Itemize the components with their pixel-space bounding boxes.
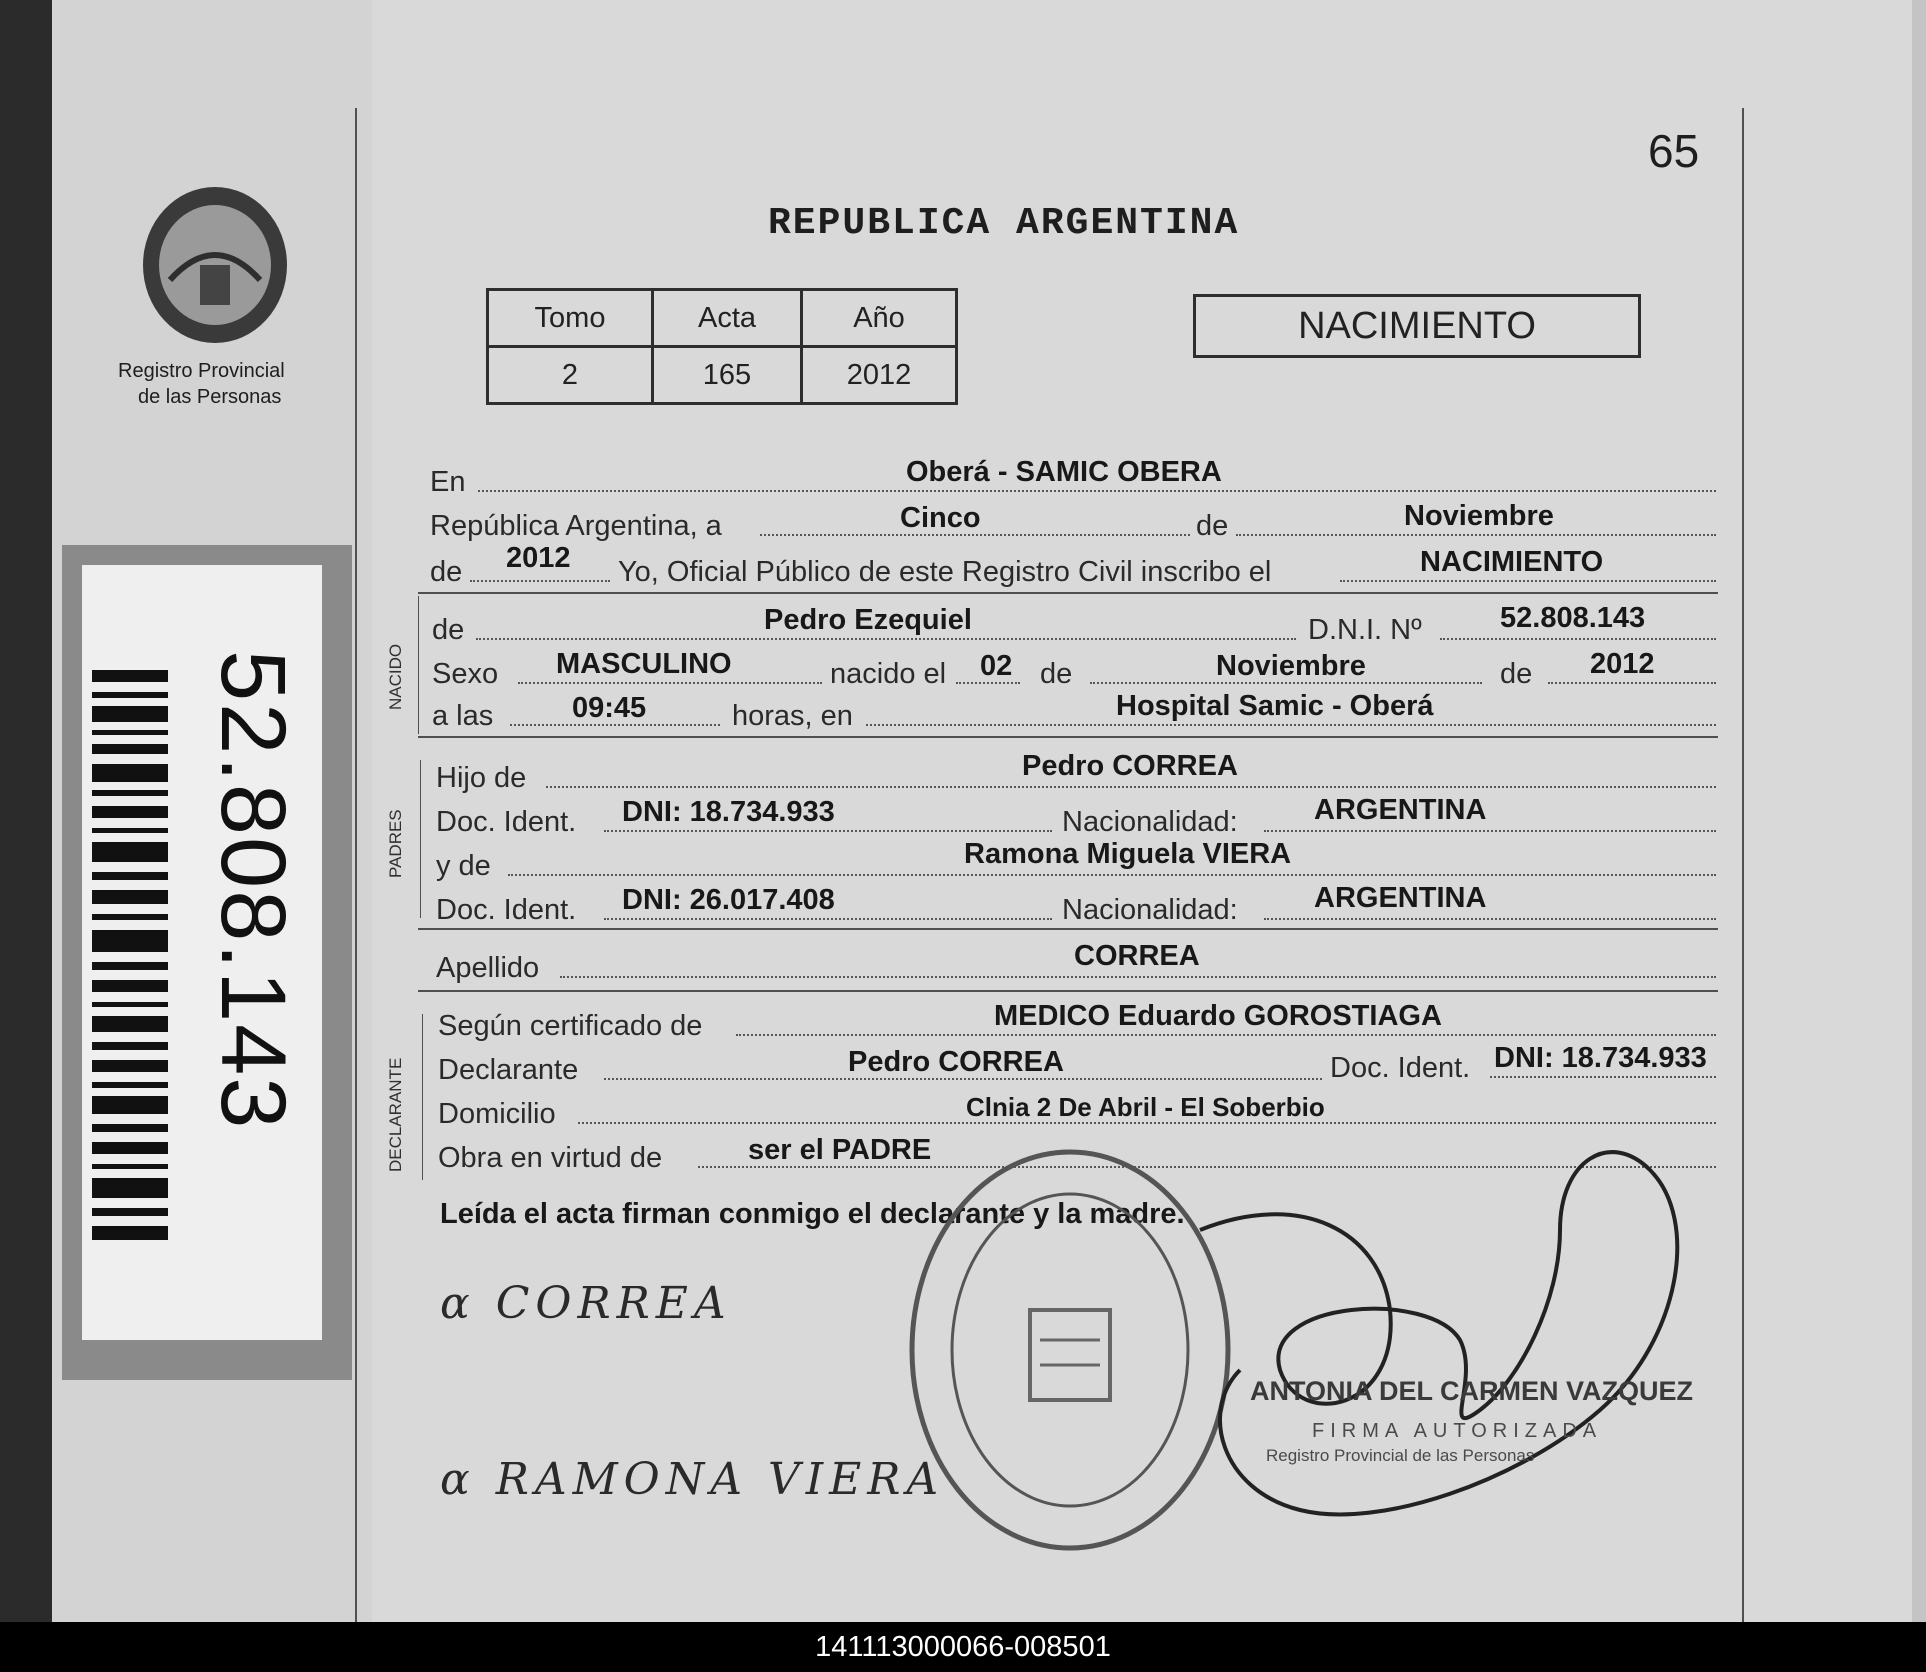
value-tomo: 2 bbox=[488, 347, 653, 404]
father-nat-value: ARGENTINA bbox=[1314, 794, 1487, 826]
alas-label: a las bbox=[432, 700, 494, 732]
dotted-line bbox=[1440, 638, 1716, 640]
birth-month-value: Noviembre bbox=[1216, 650, 1366, 682]
registry-name-line2: de las Personas bbox=[138, 386, 282, 408]
section-divider bbox=[418, 990, 1718, 992]
dotted-line bbox=[1490, 1076, 1716, 1078]
signature-mark: α bbox=[440, 1278, 496, 1329]
republica-label: República Argentina, a bbox=[430, 510, 722, 542]
birth-place-value: Hospital Samic - Oberá bbox=[1116, 690, 1434, 722]
mother-nat-value: ARGENTINA bbox=[1314, 882, 1487, 914]
value-ano: 2012 bbox=[802, 347, 957, 404]
act-type-value: NACIMIENTO bbox=[1420, 546, 1604, 578]
page-number: 65 bbox=[1648, 125, 1700, 177]
value-acta: 165 bbox=[653, 347, 802, 404]
father-signature bbox=[440, 1278, 732, 1329]
apellido-label: Apellido bbox=[436, 952, 540, 984]
birth-de-label: de bbox=[1040, 658, 1073, 690]
dotted-line bbox=[1264, 918, 1716, 920]
dni-value: 52.808.143 bbox=[1500, 602, 1646, 634]
dotted-line bbox=[736, 1034, 1716, 1036]
dotted-line bbox=[476, 638, 1296, 640]
de-label: de bbox=[1196, 510, 1229, 542]
domicilio-value: Clnia 2 De Abril - El Soberbio bbox=[966, 1092, 1325, 1122]
signature-mark: α bbox=[440, 1454, 496, 1505]
mother-name-value: Ramona Miguela VIERA bbox=[964, 838, 1292, 870]
declarante-section-label: DECLARANTE bbox=[386, 1057, 405, 1172]
section-bracket bbox=[418, 596, 419, 734]
birth-de2-label: de bbox=[1500, 658, 1533, 690]
section-divider bbox=[418, 736, 1718, 738]
closing-statement: Leída el acta firman conmigo el declarante y la madre. bbox=[440, 1198, 1185, 1230]
dotted-line bbox=[518, 682, 822, 684]
sexo-label: Sexo bbox=[432, 658, 499, 690]
official-signature-icon bbox=[1180, 1110, 1740, 1550]
section-bracket bbox=[420, 760, 421, 918]
mother-signature-text: RAMONA VIERA bbox=[495, 1454, 945, 1505]
declarante-value: Pedro CORREA bbox=[848, 1046, 1064, 1078]
hijo-label: Hijo de bbox=[436, 762, 527, 794]
book-spine bbox=[0, 0, 52, 1622]
yde-label: y de bbox=[436, 850, 491, 882]
official-name: ANTONIA DEL CARMEN VAZQUEZ bbox=[1250, 1376, 1694, 1406]
official-title: FIRMA AUTORIZADA bbox=[1312, 1420, 1603, 1442]
dotted-line bbox=[1340, 580, 1716, 582]
birth-time-value: 09:45 bbox=[572, 692, 647, 724]
section-divider bbox=[418, 592, 1718, 594]
barcode-icon bbox=[92, 670, 172, 1250]
registry-name-line1: Registro Provincial bbox=[118, 360, 285, 382]
document-title: REPUBLICA ARGENTINA bbox=[768, 202, 1240, 245]
obra-label: Obra en virtud de bbox=[438, 1142, 663, 1174]
declarante-label: Declarante bbox=[438, 1054, 579, 1086]
record-type-box: NACIMIENTO bbox=[1193, 294, 1641, 358]
child-de-label: de bbox=[432, 614, 465, 646]
declarante-doc-label: Doc. Ident. bbox=[1330, 1052, 1471, 1084]
header-acta: Acta bbox=[653, 290, 802, 347]
nacionalidad-label: Nacionalidad: bbox=[1062, 894, 1238, 926]
horas-label: horas, en bbox=[732, 700, 853, 732]
province-seal-icon bbox=[130, 170, 300, 350]
dni-label: D.N.I. Nº bbox=[1308, 614, 1422, 646]
barcode-number: 52.808.143 bbox=[202, 650, 304, 1131]
header-ano: Año bbox=[802, 290, 957, 347]
doc-label: Doc. Ident. bbox=[436, 806, 577, 838]
mother-signature bbox=[440, 1454, 944, 1505]
domicilio-label: Domicilio bbox=[438, 1098, 556, 1130]
dotted-line bbox=[604, 830, 1052, 832]
mother-doc-value: DNI: 26.017.408 bbox=[622, 884, 835, 916]
nacido-section-label: NACIDO bbox=[386, 643, 405, 710]
nacionalidad-label: Nacionalidad: bbox=[1062, 806, 1238, 838]
segun-value: MEDICO Eduardo GOROSTIAGA bbox=[994, 1000, 1442, 1032]
scan-id-footer: 141113000066-008501 bbox=[0, 1622, 1926, 1672]
padres-section-label: PADRES bbox=[386, 809, 405, 878]
dotted-line bbox=[604, 918, 1052, 920]
sexo-value: MASCULINO bbox=[556, 648, 732, 680]
dotted-line bbox=[560, 976, 1716, 978]
day-value: Cinco bbox=[900, 502, 981, 534]
de-label: de bbox=[430, 556, 463, 588]
father-signature-text: CORREA bbox=[495, 1278, 732, 1329]
header-tomo: Tomo bbox=[488, 290, 653, 347]
dotted-line bbox=[1236, 534, 1716, 536]
dotted-line bbox=[1264, 830, 1716, 832]
dotted-line bbox=[866, 724, 1716, 726]
apellido-value: CORREA bbox=[1074, 940, 1200, 972]
father-doc-value: DNI: 18.734.933 bbox=[622, 796, 835, 828]
sheet-left-border bbox=[355, 108, 357, 1622]
en-label: En bbox=[430, 466, 466, 498]
dotted-line bbox=[546, 786, 1716, 788]
section-bracket bbox=[422, 1014, 423, 1180]
father-name-value: Pedro CORREA bbox=[1022, 750, 1238, 782]
yo-text: Yo, Oficial Público de este Registro Civil inscribo el bbox=[618, 556, 1272, 588]
dotted-line bbox=[1548, 682, 1716, 684]
section-divider bbox=[418, 928, 1718, 930]
record-table bbox=[486, 288, 958, 405]
obra-value: ser el PADRE bbox=[748, 1134, 932, 1166]
dotted-line bbox=[470, 580, 610, 582]
dotted-line bbox=[508, 874, 1716, 876]
page-edge bbox=[1912, 0, 1926, 1622]
year-value: 2012 bbox=[506, 542, 571, 574]
official-org: Registro Provincial de las Personas bbox=[1266, 1446, 1535, 1465]
birth-year-value: 2012 bbox=[1590, 648, 1655, 680]
child-name-value: Pedro Ezequiel bbox=[764, 604, 972, 636]
birth-day-value: 02 bbox=[980, 650, 1013, 682]
doc-label: Doc. Ident. bbox=[436, 894, 577, 926]
dotted-line bbox=[478, 490, 1716, 492]
place-value: Oberá - SAMIC OBERA bbox=[906, 456, 1222, 488]
sheet-right-border bbox=[1742, 108, 1744, 1622]
declarante-doc-value: DNI: 18.734.933 bbox=[1494, 1042, 1707, 1074]
month-value: Noviembre bbox=[1404, 500, 1554, 532]
segun-label: Según certificado de bbox=[438, 1010, 703, 1042]
nacido-label: nacido el bbox=[830, 658, 947, 690]
